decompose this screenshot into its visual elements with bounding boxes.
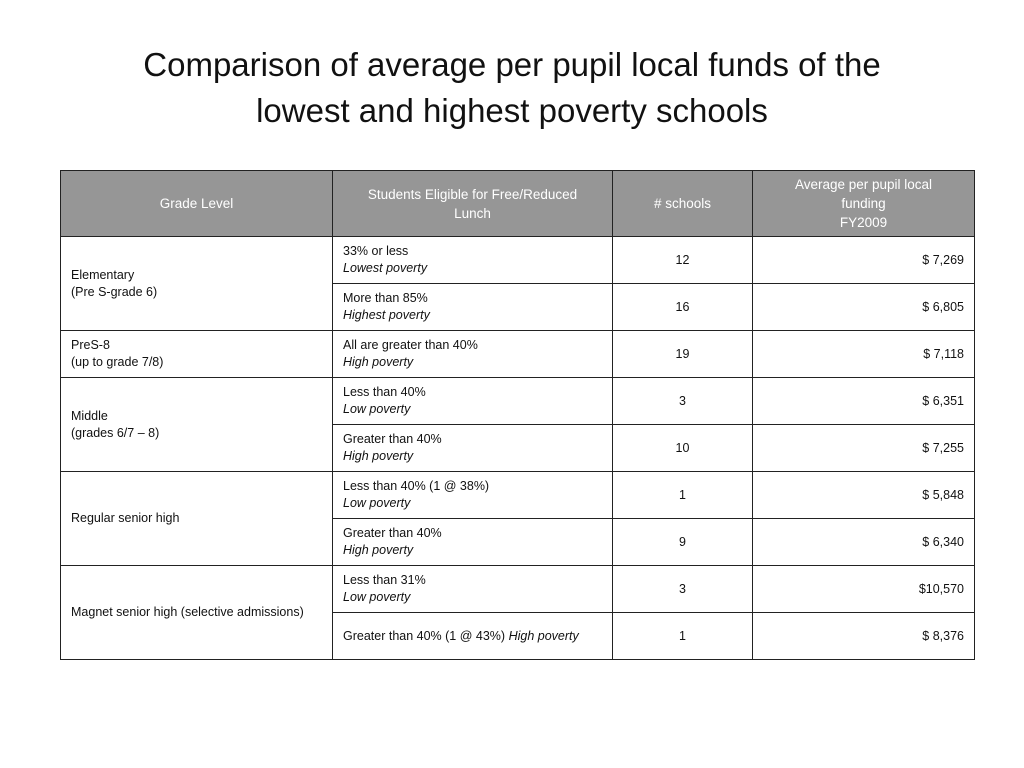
poverty-level-label: Lowest poverty	[343, 261, 428, 275]
schools-count-cell: 1	[613, 613, 753, 660]
students-eligible-value: All are greater than 40%	[343, 338, 478, 352]
table-row	[61, 472, 975, 519]
funding-amount-cell: $ 6,340	[753, 519, 975, 566]
students-eligible-value: Less than 31%	[343, 573, 426, 587]
schools-count-cell: 10	[613, 425, 753, 472]
grade-level-name: Middle	[71, 408, 108, 423]
students-eligible-value: Greater than 40%	[343, 526, 442, 540]
funding-table	[60, 170, 975, 660]
poverty-level-label: High poverty	[343, 543, 414, 557]
students-eligible-value: Greater than 40% (1 @ 43%)	[343, 628, 506, 643]
students-eligible-cell	[333, 519, 613, 566]
poverty-level-label: High poverty	[343, 355, 414, 369]
schools-count-cell: 19	[613, 331, 753, 378]
grade-level-name: Regular senior high	[71, 511, 180, 525]
table-body	[61, 237, 975, 660]
header-funding-line-1: Average per pupil local	[794, 177, 933, 192]
header-grade-level	[61, 171, 333, 237]
schools-count-cell: 3	[613, 378, 753, 425]
schools-count-cell: 12	[613, 237, 753, 284]
table-header-row	[61, 171, 975, 237]
slide-title	[0, 42, 1024, 134]
poverty-level-label: High poverty	[508, 628, 579, 643]
schools-count-cell: 3	[613, 566, 753, 613]
table-row	[61, 237, 975, 284]
table-row	[61, 566, 975, 613]
funding-amount-cell: $ 6,351	[753, 378, 975, 425]
header-students-line-1: Students Eligible for Free/Reduced	[367, 186, 578, 202]
grade-level-cell	[61, 331, 333, 378]
poverty-level-label: Low poverty	[343, 402, 411, 416]
grade-level-name: PreS-8	[71, 338, 110, 352]
students-eligible-cell	[333, 425, 613, 472]
students-eligible-value: More than 85%	[343, 291, 428, 305]
students-eligible-cell	[333, 566, 613, 613]
funding-amount-cell: $10,570	[753, 566, 975, 613]
poverty-level-label: Highest poverty	[343, 308, 430, 322]
students-eligible-cell	[333, 613, 613, 660]
students-eligible-value: Less than 40%	[343, 385, 426, 399]
grade-level-range: (up to grade 7/8)	[71, 355, 164, 369]
header-funding	[753, 171, 975, 237]
students-eligible-cell	[333, 378, 613, 425]
poverty-level-label: High poverty	[343, 449, 414, 463]
students-eligible-cell	[333, 472, 613, 519]
students-eligible-value: Greater than 40%	[343, 432, 442, 446]
grade-level-name: Elementary	[71, 267, 135, 282]
grade-level-name: Magnet senior high (selective admissions)	[71, 605, 304, 619]
header-grade-level-label: Grade Level	[159, 196, 234, 211]
table-row	[61, 378, 975, 425]
students-eligible-value: Less than 40% (1 @ 38%)	[343, 479, 490, 493]
poverty-level-label: Low poverty	[343, 590, 411, 604]
schools-count-cell: 9	[613, 519, 753, 566]
funding-amount-cell: $ 8,376	[753, 613, 975, 660]
poverty-level-label: Low poverty	[343, 496, 411, 510]
students-eligible-cell	[333, 331, 613, 378]
header-funding-line-3: FY2009	[839, 215, 888, 230]
grade-level-cell	[61, 378, 333, 472]
grade-level-cell	[61, 237, 333, 331]
title-line-1: Comparison of average per pupil local funds of the	[143, 46, 881, 83]
header-students-eligible	[333, 171, 613, 237]
funding-amount-cell: $ 7,255	[753, 425, 975, 472]
grade-level-cell	[61, 472, 333, 566]
students-eligible-cell	[333, 237, 613, 284]
students-eligible-cell	[333, 284, 613, 331]
header-funding-line-2: funding	[841, 196, 886, 211]
grade-level-cell	[61, 566, 333, 660]
students-eligible-value: 33% or less	[343, 244, 409, 258]
schools-count-cell: 1	[613, 472, 753, 519]
table-row	[61, 331, 975, 378]
funding-amount-cell: $ 5,848	[753, 472, 975, 519]
header-schools-label: # schools	[653, 196, 712, 211]
schools-count-cell: 16	[613, 284, 753, 331]
header-students-line-2: Lunch	[454, 205, 491, 221]
header-schools	[613, 171, 753, 237]
funding-amount-cell: $ 7,118	[753, 331, 975, 378]
funding-amount-cell: $ 6,805	[753, 284, 975, 331]
grade-level-range: (Pre S-grade 6)	[71, 284, 158, 299]
title-line-2: lowest and highest poverty schools	[256, 92, 768, 129]
grade-level-range: (grades 6/7 – 8)	[71, 425, 160, 440]
funding-amount-cell: $ 7,269	[753, 237, 975, 284]
